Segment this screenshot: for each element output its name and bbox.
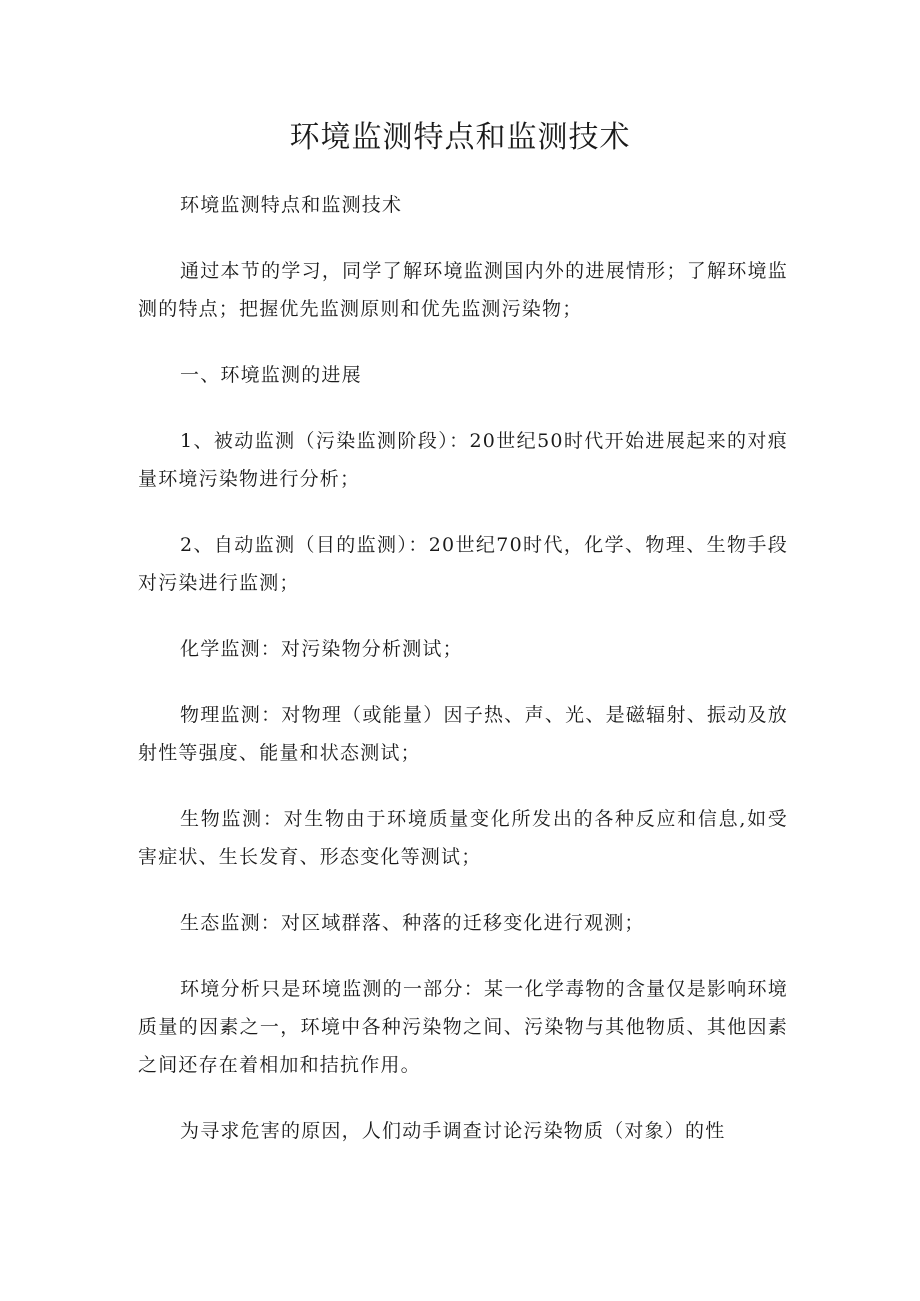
document-title: 环境监测特点和监测技术 bbox=[289, 120, 631, 155]
paragraph-cause-investigation: 为寻求危害的原因，人们动手调查讨论污染物质（对象）的性 bbox=[180, 1120, 726, 1142]
paragraph-biological-monitoring: 生物监测：对生物由于环境质量变化所发出的各种反应和信息,如受害症状、生长发育、形态变化等测试； bbox=[138, 808, 788, 868]
paragraph-subtitle: 环境监测特点和监测技术 bbox=[180, 194, 403, 216]
paragraph-physical-monitoring: 物理监测：对物理（或能量）因子热、声、光、是磁辐射、振动及放射性等强度、能量和状态测试； bbox=[138, 704, 788, 764]
paragraph-intro: 通过本节的学习，同学了解环境监测国内外的进展情形；了解环境监测的特点；把握优先监测原则和优先监测污染物； bbox=[138, 260, 788, 320]
paragraph-environmental-analysis: 环境分析只是环境监测的一部分：某一化学毒物的含量仅是影响环境质量的因素之一，环境中各种污染物之间、污染物与其他物质、其他因素之间还存在着相加和拮抗作用。 bbox=[138, 978, 788, 1076]
document-body bbox=[138, 186, 788, 1178]
paragraph-active-monitoring: 2、自动监测（目的监测）：20世纪70时代，化学、物理、生物手段对污染进行监测； bbox=[138, 534, 788, 594]
section-heading-development: 一、环境监测的进展 bbox=[180, 364, 362, 386]
paragraph-ecological-monitoring: 生态监测：对区域群落、种落的迁移变化进行观测； bbox=[180, 912, 645, 934]
paragraph-passive-monitoring: 1、被动监测（污染监测阶段）：20世纪50时代开始进展起来的对痕量环境污染物进行分析； bbox=[138, 430, 788, 490]
paragraph-chemical-monitoring: 化学监测：对污染物分析测试； bbox=[180, 638, 463, 660]
